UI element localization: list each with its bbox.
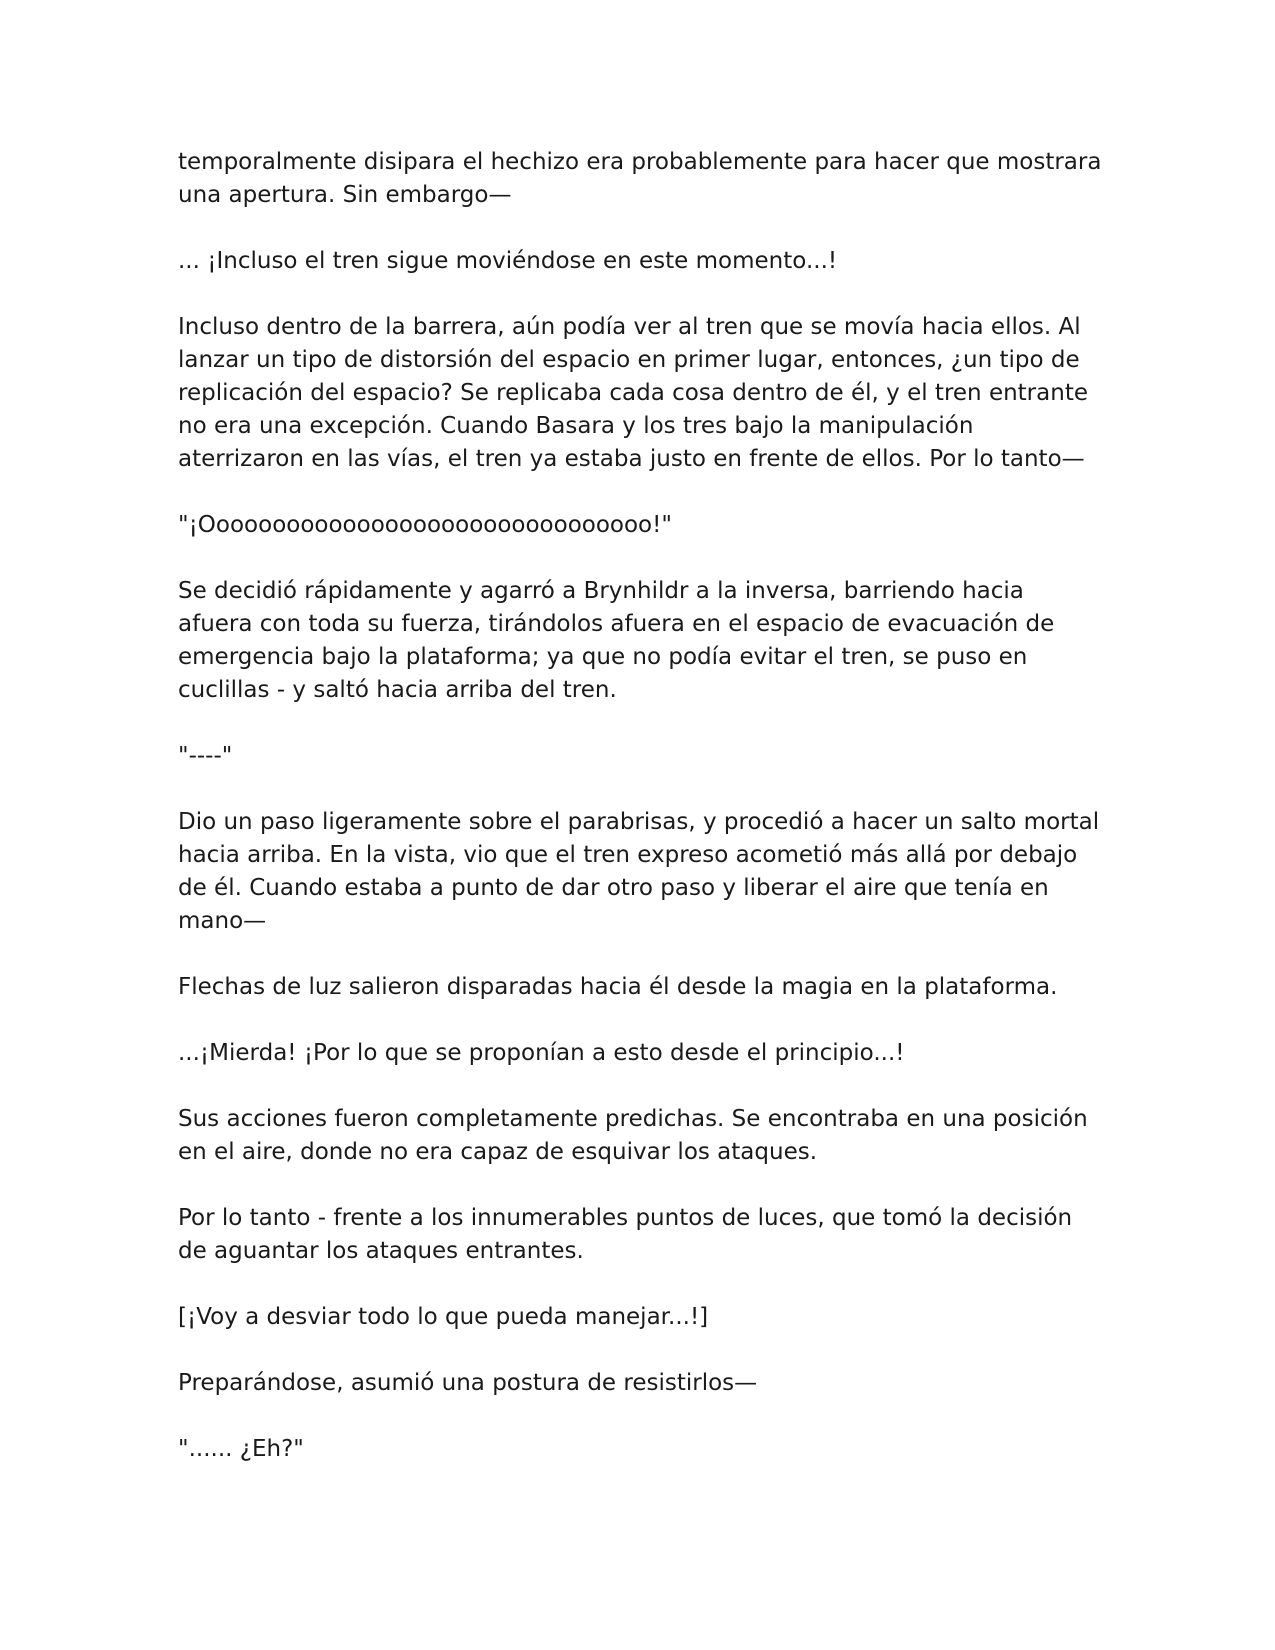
paragraph: temporalmente disipara el hechizo era probablemente para hacer que mostrara una apertura. Sin embargo— (178, 149, 1109, 208)
paragraph: Preparándose, asumió una postura de resistirlos— (178, 1370, 758, 1396)
paragraph: "...... ¿Eh?" (178, 1436, 304, 1462)
paragraph: Incluso dentro de la barrera, aún podía ver al tren que se movía hacia ellos. Al lanzar un tipo de distorsión del espacio en primer lugar, entonces, ¿un tipo de replicación del espacio? Se replicaba cada cosa dentro de él, y el tren entrante no era una excepción. Cuando Basara y los tres bajo la manipulación aterrizaron en las vías, el tren ya estaba justo en frente de ellos. Por lo tanto— (178, 314, 1096, 472)
document-body (178, 146, 1109, 1466)
paragraph: Sus acciones fueron completamente predichas. Se encontraba en una posición en el aire, donde no era capaz de esquivar los ataques. (178, 1106, 1095, 1165)
paragraph: "----" (178, 743, 233, 769)
paragraph: Por lo tanto - frente a los innumerables puntos de luces, que tomó la decisión de aguantar los ataques entrantes. (178, 1205, 1080, 1264)
paragraph: Dio un paso ligeramente sobre el parabrisas, y procedió a hacer un salto mortal hacia arriba. En la vista, vio que el tren expreso acometió más allá por debajo de él. Cuando estaba a punto de dar otro paso y liberar el aire que tenía en mano— (178, 809, 1107, 934)
paragraph: ...¡Mierda! ¡Por lo que se proponían a esto desde el principio...! (178, 1040, 905, 1066)
paragraph: "¡Oooooooooooooooooooooooooooooooo!" (178, 512, 672, 538)
paragraph: ... ¡Incluso el tren sigue moviéndose en este momento...! (178, 248, 838, 274)
paragraph: [¡Voy a desviar todo lo que pueda manejar...!] (178, 1304, 709, 1330)
paragraph: Flechas de luz salieron disparadas hacia él desde la magia en la plataforma. (178, 974, 1058, 1000)
paragraph: Se decidió rápidamente y agarró a Brynhildr a la inversa, barriendo hacia afuera con toda su fuerza, tirándolos afuera en el espacio de evacuación de emergencia bajo la plataforma; ya que no podía evitar el tren, se puso en cuclillas - y saltó hacia arriba del tren. (178, 578, 1062, 703)
